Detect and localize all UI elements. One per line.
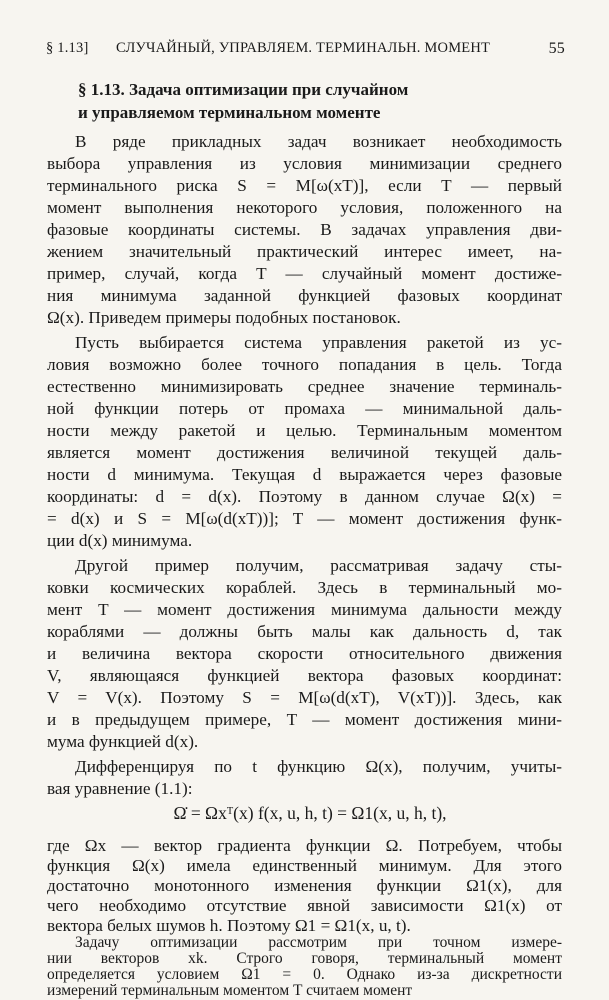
text-line: момент выполнения некоторого условия, положенного на: [47, 198, 562, 217]
text-line: и в предыдущем примере, T — момент достижения мини-: [47, 710, 562, 729]
text-line: достаточно монотонного изменения функции Ω1(x), для: [47, 876, 562, 895]
text-line: Дифференцируя по t функцию Ω(x), получим, учиты-: [75, 757, 562, 776]
text-line: пример, случай, когда T — случайный момент достиже-: [47, 264, 562, 283]
text-line: выбора управления из условия минимизации среднего: [47, 154, 562, 173]
text-line: функция Ω(x) имела единственный минимум. Для этого: [47, 856, 562, 875]
text-line: определяется условием Ω1 = 0. Однако из-за дискретности: [47, 966, 562, 983]
formula-omega-derivative: Ω̇ = Ωxᵀ(x) f(x, u, h, t) = Ω1(x, u, h, t),: [173, 803, 447, 823]
running-head-section-ref: § 1.13]: [46, 40, 89, 56]
text-line: ности между ракетой и целью. Терминальным моментом: [47, 421, 562, 440]
text-line: Ω(x). Приведем примеры подобных постановок.: [47, 308, 401, 327]
text-line: естественно минимизировать среднее значение терминаль-: [47, 377, 562, 396]
text-line: нии векторов xk. Строго говоря, терминальный момент: [47, 950, 562, 967]
text-line: = d(x) и S = M[ω(d(xT))]; T — момент достижения функ-: [47, 509, 562, 528]
text-line: Пусть выбирается система управления ракетой из ус-: [75, 333, 562, 352]
text-line: является момент достижения величиной текущей даль-: [47, 443, 562, 462]
text-line: мент T — момент достижения минимума дальности между: [47, 600, 562, 619]
section-title-line-2: и управляемом терминальном моменте: [78, 103, 381, 122]
text-line: и величина вектора скорости относительного движения: [47, 644, 562, 663]
text-line: терминального риска S = M[ω(xT)], если T — первый: [47, 176, 562, 195]
text-line: ловия возможно более точного попадания в цель. Тогда: [47, 355, 562, 374]
text-line: где Ωx — вектор градиента функции Ω. Потребуем, чтобы: [47, 836, 562, 855]
text-line: вектора белых шумов h. Поэтому Ω1 = Ω1(x, u, t).: [47, 916, 411, 935]
text-line: вая уравнение (1.1):: [47, 779, 193, 798]
text-line: жением значительный практический интерес имеет, на-: [47, 242, 562, 261]
text-line: координаты: d = d(x). Поэтому в данном случае Ω(x) =: [47, 487, 562, 506]
text-line: ния минимума заданной функцией фазовых координат: [47, 286, 562, 305]
text-line: Задачу оптимизации рассмотрим при точном измере-: [75, 934, 562, 951]
running-head-title: СЛУЧАЙНЫЙ, УПРАВЛЯЕМ. ТЕРМИНАЛЬН. МОМЕНТ: [116, 40, 491, 56]
text-line: чего необходимо отсутствие явной зависимости Ω1(x) от: [47, 896, 562, 915]
text-line: ности d минимума. Текущая d выражается через фазовые: [47, 465, 562, 484]
text-line: измерений терминальным моментом T считаем момент: [47, 982, 413, 999]
text-line: ции d(x) минимума.: [47, 531, 193, 550]
text-line: V, являющаяся функцией вектора фазовых координат:: [47, 666, 562, 685]
text-line: Другой пример получим, рассматривая задачу сты-: [75, 556, 562, 575]
text-line: кораблями — должны быть малы как дальность d, так: [47, 622, 562, 641]
running-head: [46, 40, 565, 60]
text-line: V = V(x). Поэтому S = M[ω(d(xT), V(xT))]. Здесь, как: [47, 688, 562, 707]
page-number: 55: [548, 40, 565, 57]
section-title: [78, 78, 518, 124]
text-line: В ряде прикладных задач возникает необходимость: [75, 132, 562, 151]
text-line: мума функцией d(x).: [47, 732, 199, 751]
section-title-line-1: § 1.13. Задача оптимизации при случайном: [78, 80, 409, 99]
text-line: ной функции потерь от промаха — минимальной даль-: [47, 399, 562, 418]
text-line: фазовые координаты системы. В задачах управления дви-: [47, 220, 562, 239]
text-line: ковки космических кораблей. Здесь в терминальный мо-: [47, 578, 562, 597]
